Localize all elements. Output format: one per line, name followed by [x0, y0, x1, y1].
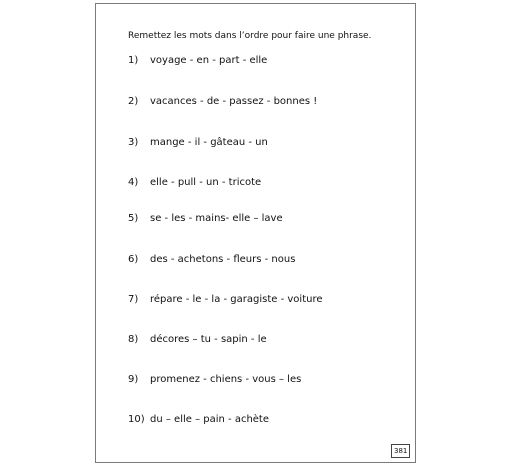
item-number: 7) — [128, 294, 139, 305]
item-number: 4) — [128, 177, 139, 188]
item-number: 5) — [128, 213, 139, 224]
item-words: vacances - de - passez - bonnes ! — [150, 96, 318, 107]
exercise-item-3 — [128, 136, 268, 150]
item-number: 10) — [128, 414, 145, 425]
item-number: 3) — [128, 137, 139, 148]
exercise-item-2 — [128, 95, 317, 109]
exercise-item-8 — [128, 333, 267, 347]
exercise-item-5 — [128, 212, 283, 226]
worksheet-page — [95, 3, 416, 463]
exercise-item-1 — [128, 54, 267, 68]
item-number: 8) — [128, 334, 139, 345]
exercise-item-6 — [128, 253, 295, 267]
item-words: décores – tu - sapin - le — [150, 334, 267, 345]
exercise-item-9 — [128, 373, 301, 387]
item-number: 1) — [128, 55, 139, 66]
item-number: 6) — [128, 254, 139, 265]
item-words: mange - il - gâteau - un — [150, 137, 268, 148]
item-words: promenez - chiens - vous – les — [150, 374, 302, 385]
exercise-item-7 — [128, 293, 323, 307]
instruction-text: Remettez les mots dans l’ordre pour faire une phrase. — [128, 31, 372, 41]
exercise-item-4 — [128, 176, 261, 190]
item-words: répare - le - la - garagiste - voiture — [150, 294, 323, 305]
item-number: 2) — [128, 96, 139, 107]
page-number: 381 — [391, 444, 410, 458]
item-number: 9) — [128, 374, 139, 385]
item-words: voyage - en - part - elle — [150, 55, 268, 66]
exercise-item-10 — [128, 413, 269, 427]
item-words: des - achetons - fleurs - nous — [150, 254, 296, 265]
item-words: du – elle – pain - achète — [150, 414, 270, 425]
item-words: se - les - mains- elle – lave — [150, 213, 283, 224]
item-words: elle - pull - un - tricote — [150, 177, 262, 188]
